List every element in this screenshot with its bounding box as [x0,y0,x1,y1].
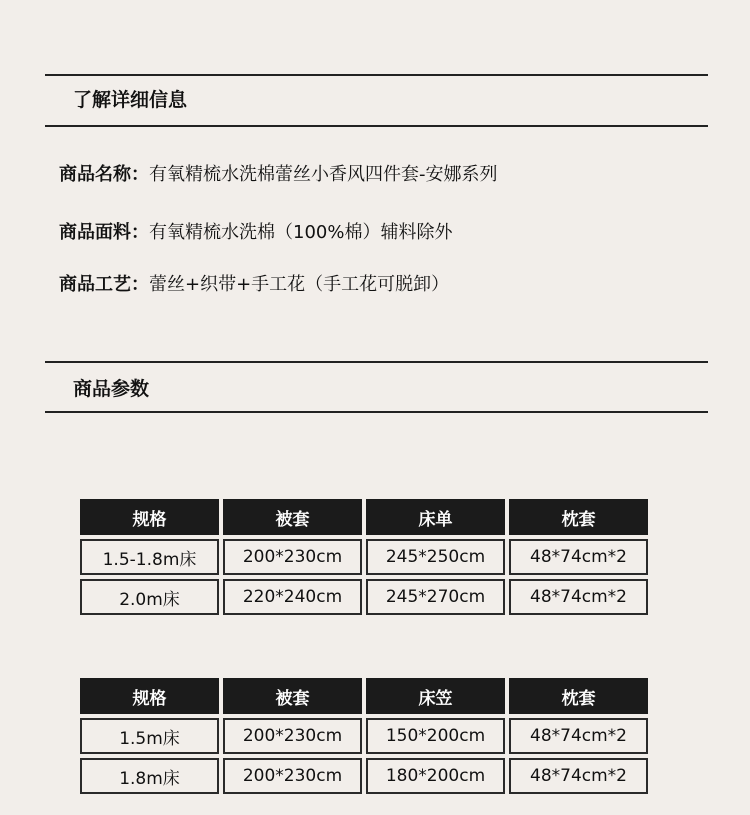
table-cell: 2.0m床 [80,579,219,615]
table-cell: 245*270cm [366,579,505,615]
table-cell: 150*200cm [366,718,505,754]
table-cell: 1.5m床 [80,718,219,754]
table-row [80,539,648,575]
table-header-cell: 床笠 [366,678,505,714]
table-header-cell: 规格 [80,499,219,535]
table-cell: 1.8m床 [80,758,219,794]
table-header-cell: 被套 [223,499,362,535]
table-cell: 200*230cm [223,718,362,754]
spec-table-2 [76,674,652,798]
product-fabric-value: 有氧精梳水洗棉（100%棉）辅料除外 [149,222,453,243]
table-cell: 180*200cm [366,758,505,794]
table-header-cell: 床单 [366,499,505,535]
table-cell: 1.5-1.8m床 [80,539,219,575]
table-header-row [80,499,648,535]
table-row [80,758,648,794]
product-fabric-label: 商品面料： [59,222,149,243]
table-row [80,579,648,615]
table-cell: 200*230cm [223,758,362,794]
product-name-line [59,163,498,187]
table-header-cell: 被套 [223,678,362,714]
table-header-cell: 枕套 [509,499,648,535]
spec-table-1 [76,495,652,619]
table-cell: 220*240cm [223,579,362,615]
table-cell: 200*230cm [223,539,362,575]
table-cell: 48*74cm*2 [509,579,648,615]
table-cell: 48*74cm*2 [509,718,648,754]
detail-section-title: 了解详细信息 [73,89,188,111]
table-cell: 48*74cm*2 [509,758,648,794]
product-fabric-line [59,221,452,245]
table-cell: 48*74cm*2 [509,539,648,575]
product-craft-label: 商品工艺： [59,274,149,295]
product-name-label: 商品名称： [59,164,149,185]
divider-top [45,74,708,76]
product-craft-value: 蕾丝+织带+手工花（手工花可脱卸） [149,274,450,295]
params-section-title: 商品参数 [73,378,150,400]
table-header-cell: 枕套 [509,678,648,714]
table-header-cell: 规格 [80,678,219,714]
table-header-row [80,678,648,714]
product-craft-line [59,273,449,297]
product-name-value: 有氧精梳水洗棉蕾丝小香风四件套-安娜系列 [149,164,498,185]
divider [45,411,708,413]
table-row [80,718,648,754]
divider [45,361,708,363]
table-cell: 245*250cm [366,539,505,575]
divider [45,125,708,127]
